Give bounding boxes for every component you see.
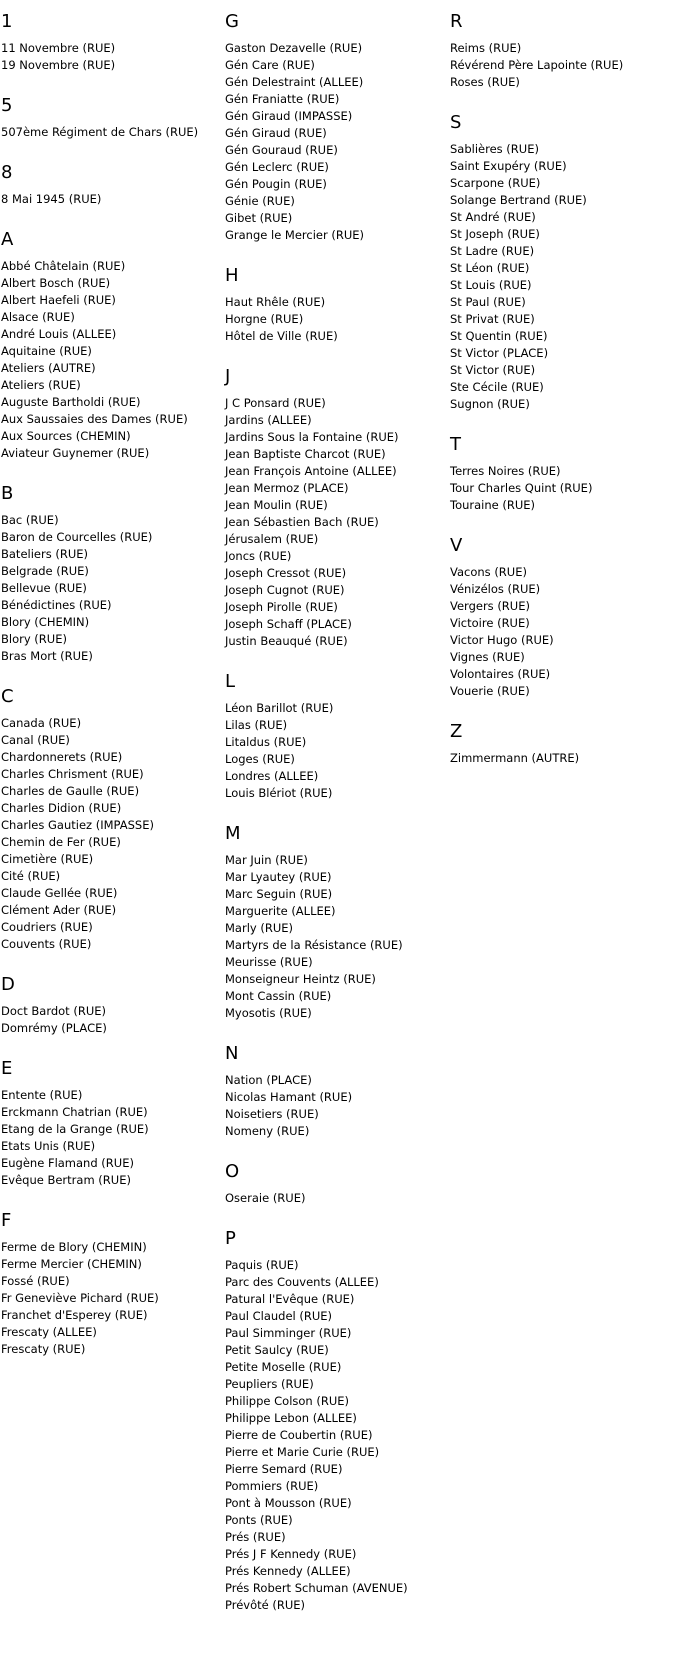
letter-section bbox=[1, 973, 221, 1037]
street-link[interactable]: Chemin de Fer (RUE) bbox=[1, 835, 121, 849]
street-link[interactable]: Philippe Colson (RUE) bbox=[225, 1394, 350, 1408]
letter-section bbox=[450, 10, 670, 91]
street-link[interactable]: Pierre Semard (RUE) bbox=[225, 1462, 343, 1476]
street-link[interactable]: Franchet d'Esperey (RUE) bbox=[1, 1308, 148, 1322]
letter-section bbox=[1, 1057, 221, 1189]
letter-section bbox=[1, 1209, 221, 1358]
street-link[interactable]: St Privat (RUE) bbox=[450, 312, 535, 326]
street-list bbox=[1, 191, 221, 208]
letter-section bbox=[1, 482, 221, 665]
street-link[interactable]: Charles Chrisment (RUE) bbox=[1, 767, 144, 781]
index-column-1 bbox=[1, 10, 221, 1378]
street-list bbox=[225, 395, 445, 650]
street-link[interactable]: Philippe Lebon (ALLEE) bbox=[225, 1411, 357, 1425]
street-link[interactable]: Pont à Mousson (RUE) bbox=[225, 1496, 352, 1510]
letter-section bbox=[450, 534, 670, 700]
street-link[interactable]: Sugnon (RUE) bbox=[450, 397, 530, 411]
section-letter-heading: A bbox=[1, 229, 14, 250]
street-link[interactable]: Erckmann Chatrian (RUE) bbox=[1, 1105, 148, 1119]
street-link[interactable]: Evêque Bertram (RUE) bbox=[1, 1173, 131, 1187]
street-link[interactable]: Aviateur Guynemer (RUE) bbox=[1, 446, 150, 460]
street-list bbox=[450, 40, 670, 91]
street-link[interactable]: Tour Charles Quint (RUE) bbox=[450, 481, 593, 495]
street-link[interactable]: Pierre et Marie Curie (RUE) bbox=[225, 1445, 380, 1459]
letter-section bbox=[1, 161, 221, 208]
street-link[interactable]: Horgne (RUE) bbox=[225, 312, 304, 326]
street-link[interactable]: Cité (RUE) bbox=[1, 869, 61, 883]
street-link[interactable]: Aquitaine (RUE) bbox=[1, 344, 92, 358]
street-link[interactable]: Mar Juin (RUE) bbox=[225, 853, 308, 867]
street-link[interactable]: Prés Kennedy (ALLEE) bbox=[225, 1564, 351, 1578]
street-link[interactable]: Belgrade (RUE) bbox=[1, 564, 89, 578]
street-link[interactable]: Ferme Mercier (CHEMIN) bbox=[1, 1257, 142, 1271]
street-link[interactable]: Aux Saussaies des Dames (RUE) bbox=[1, 412, 188, 426]
street-link[interactable]: Charles Gautiez (IMPASSE) bbox=[1, 818, 154, 832]
street-link[interactable]: Louis Blériot (RUE) bbox=[225, 786, 333, 800]
street-link[interactable]: Bac (RUE) bbox=[1, 513, 59, 527]
street-link[interactable]: Jean Sébastien Bach (RUE) bbox=[225, 515, 379, 529]
street-link[interactable]: Prévôté (RUE) bbox=[225, 1598, 306, 1612]
street-link[interactable]: Alsace (RUE) bbox=[1, 310, 75, 324]
street-link[interactable]: Lilas (RUE) bbox=[225, 718, 288, 732]
street-list bbox=[225, 40, 445, 244]
street-link[interactable]: 11 Novembre (RUE) bbox=[1, 41, 116, 55]
street-link[interactable]: Paul Claudel (RUE) bbox=[225, 1309, 333, 1323]
section-letter-heading: E bbox=[1, 1058, 13, 1079]
street-link[interactable]: Nicolas Hamant (RUE) bbox=[225, 1090, 353, 1104]
street-link[interactable]: Coudriers (RUE) bbox=[1, 920, 93, 934]
street-link[interactable]: Vergers (RUE) bbox=[450, 599, 530, 613]
street-link[interactable]: Parc des Couvents (ALLEE) bbox=[225, 1275, 379, 1289]
street-link[interactable]: Albert Bosch (RUE) bbox=[1, 276, 111, 290]
section-letter-heading: T bbox=[450, 434, 461, 455]
section-letter-heading: R bbox=[450, 11, 463, 32]
street-link[interactable]: Terres Noires (RUE) bbox=[450, 464, 561, 478]
section-letter-heading: J bbox=[225, 366, 231, 387]
street-link[interactable]: Gén Pougin (RUE) bbox=[225, 177, 327, 191]
letter-section bbox=[225, 670, 445, 802]
section-letter-heading: 1 bbox=[1, 11, 13, 32]
street-link[interactable]: Charles Didion (RUE) bbox=[1, 801, 122, 815]
street-link[interactable]: Jean François Antoine (ALLEE) bbox=[225, 464, 397, 478]
street-link[interactable]: Marly (RUE) bbox=[225, 921, 294, 935]
street-link[interactable]: Gén Franiatte (RUE) bbox=[225, 92, 340, 106]
letter-section bbox=[1, 10, 221, 74]
street-link[interactable]: Londres (ALLEE) bbox=[225, 769, 319, 783]
street-link[interactable]: Roses (RUE) bbox=[450, 75, 520, 89]
street-list bbox=[1, 1003, 221, 1037]
street-link[interactable]: Petite Moselle (RUE) bbox=[225, 1360, 342, 1374]
street-link[interactable]: Auguste Bartholdi (RUE) bbox=[1, 395, 141, 409]
street-link[interactable]: Génie (RUE) bbox=[225, 194, 295, 208]
street-link[interactable]: Joseph Cugnot (RUE) bbox=[225, 583, 345, 597]
street-link[interactable]: Meurisse (RUE) bbox=[225, 955, 313, 969]
street-link[interactable]: Nation (PLACE) bbox=[225, 1073, 312, 1087]
street-link[interactable]: Oseraie (RUE) bbox=[225, 1191, 306, 1205]
street-link[interactable]: St Léon (RUE) bbox=[450, 261, 530, 275]
street-link[interactable]: Justin Beauqué (RUE) bbox=[225, 634, 348, 648]
street-link[interactable]: St Paul (RUE) bbox=[450, 295, 526, 309]
street-link[interactable]: Noisetiers (RUE) bbox=[225, 1107, 319, 1121]
street-link[interactable]: Ste Cécile (RUE) bbox=[450, 380, 544, 394]
street-link[interactable]: Victoire (RUE) bbox=[450, 616, 530, 630]
street-link[interactable]: Frescaty (RUE) bbox=[1, 1342, 86, 1356]
letter-section bbox=[225, 1227, 445, 1614]
street-link[interactable]: Claude Gellée (RUE) bbox=[1, 886, 118, 900]
street-link[interactable]: Jean Baptiste Charcot (RUE) bbox=[225, 447, 386, 461]
street-link[interactable]: Reims (RUE) bbox=[450, 41, 522, 55]
section-letter-heading: G bbox=[225, 11, 239, 32]
section-letter-heading: 8 bbox=[1, 162, 13, 183]
street-link[interactable]: Saint Exupéry (RUE) bbox=[450, 159, 567, 173]
street-link[interactable]: Léon Barillot (RUE) bbox=[225, 701, 334, 715]
street-link[interactable]: Monseigneur Heintz (RUE) bbox=[225, 972, 376, 986]
street-link[interactable]: Entente (RUE) bbox=[1, 1088, 83, 1102]
letter-section bbox=[1, 94, 221, 141]
street-link[interactable]: Peupliers (RUE) bbox=[225, 1377, 314, 1391]
street-link[interactable]: Frescaty (ALLEE) bbox=[1, 1325, 97, 1339]
street-link[interactable]: Joseph Schaff (PLACE) bbox=[225, 617, 352, 631]
street-list bbox=[1, 258, 221, 462]
street-list bbox=[450, 463, 670, 514]
street-list bbox=[225, 1190, 445, 1207]
street-link[interactable]: Vacons (RUE) bbox=[450, 565, 527, 579]
street-link[interactable]: Ateliers (RUE) bbox=[1, 378, 81, 392]
street-link[interactable]: St Victor (RUE) bbox=[450, 363, 536, 377]
street-link[interactable]: Loges (RUE) bbox=[225, 752, 295, 766]
letter-section bbox=[225, 822, 445, 1022]
street-link[interactable]: Pierre de Coubertin (RUE) bbox=[225, 1428, 373, 1442]
street-link[interactable]: Prés J F Kennedy (RUE) bbox=[225, 1547, 357, 1561]
street-link[interactable]: 8 Mai 1945 (RUE) bbox=[1, 192, 102, 206]
street-link[interactable]: Paquis (RUE) bbox=[225, 1258, 299, 1272]
street-link[interactable]: J C Ponsard (RUE) bbox=[225, 396, 326, 410]
street-link[interactable]: Ferme de Blory (CHEMIN) bbox=[1, 1240, 147, 1254]
street-link[interactable]: Bellevue (RUE) bbox=[1, 581, 87, 595]
street-link[interactable]: Paul Simminger (RUE) bbox=[225, 1326, 352, 1340]
street-link[interactable]: Blory (CHEMIN) bbox=[1, 615, 90, 629]
street-link[interactable]: Jean Moulin (RUE) bbox=[225, 498, 328, 512]
street-link[interactable]: St Victor (PLACE) bbox=[450, 346, 549, 360]
street-link[interactable]: Litaldus (RUE) bbox=[225, 735, 307, 749]
street-link[interactable]: Blory (RUE) bbox=[1, 632, 67, 646]
street-link[interactable]: Victor Hugo (RUE) bbox=[450, 633, 554, 647]
street-link[interactable]: 19 Novembre (RUE) bbox=[1, 58, 116, 72]
street-link[interactable]: Mont Cassin (RUE) bbox=[225, 989, 332, 1003]
street-link[interactable]: Domrémy (PLACE) bbox=[1, 1021, 107, 1035]
section-letter-heading: V bbox=[450, 535, 463, 556]
section-letter-heading: P bbox=[225, 1228, 236, 1249]
street-link[interactable]: Doct Bardot (RUE) bbox=[1, 1004, 106, 1018]
street-link[interactable]: Zimmermann (AUTRE) bbox=[450, 751, 580, 765]
street-link[interactable]: Patural l'Evêque (RUE) bbox=[225, 1292, 355, 1306]
street-list bbox=[450, 750, 670, 767]
street-link[interactable]: Bras Mort (RUE) bbox=[1, 649, 93, 663]
street-link[interactable]: Marguerite (ALLEE) bbox=[225, 904, 336, 918]
street-link[interactable]: Joseph Pirolle (RUE) bbox=[225, 600, 338, 614]
street-link[interactable]: Fossé (RUE) bbox=[1, 1274, 70, 1288]
street-list bbox=[1, 1239, 221, 1358]
street-link[interactable]: Scarpone (RUE) bbox=[450, 176, 541, 190]
street-link[interactable]: Baron de Courcelles (RUE) bbox=[1, 530, 153, 544]
street-link[interactable]: André Louis (ALLEE) bbox=[1, 327, 117, 341]
street-link[interactable]: Vénizélos (RUE) bbox=[450, 582, 541, 596]
street-link[interactable]: St Quentin (RUE) bbox=[450, 329, 548, 343]
section-letter-heading: F bbox=[1, 1210, 12, 1231]
section-letter-heading: Z bbox=[450, 721, 463, 742]
street-link[interactable]: Jean Mermoz (PLACE) bbox=[225, 481, 349, 495]
street-link[interactable]: Bénédictines (RUE) bbox=[1, 598, 112, 612]
section-letter-heading: D bbox=[1, 974, 15, 995]
street-list bbox=[225, 294, 445, 345]
letter-section bbox=[450, 111, 670, 413]
street-link[interactable]: Jardins Sous la Fontaine (RUE) bbox=[225, 430, 399, 444]
street-link[interactable]: Cimetière (RUE) bbox=[1, 852, 94, 866]
street-link[interactable]: Charles de Gaulle (RUE) bbox=[1, 784, 140, 798]
street-link[interactable]: Solange Bertrand (RUE) bbox=[450, 193, 587, 207]
street-list bbox=[450, 564, 670, 700]
street-link[interactable]: Révérend Père Lapointe (RUE) bbox=[450, 58, 624, 72]
section-letter-heading: L bbox=[225, 671, 236, 692]
street-link[interactable]: Prés Robert Schuman (AVENUE) bbox=[225, 1581, 408, 1595]
letter-section bbox=[225, 10, 445, 244]
section-letter-heading: N bbox=[225, 1043, 239, 1064]
letter-section bbox=[225, 1042, 445, 1140]
street-link[interactable]: Gén Giraud (IMPASSE) bbox=[225, 109, 353, 123]
street-link[interactable]: Vouerie (RUE) bbox=[450, 684, 530, 698]
street-link[interactable]: Ateliers (AUTRE) bbox=[1, 361, 96, 375]
street-link[interactable]: Joseph Cressot (RUE) bbox=[225, 566, 347, 580]
street-link[interactable]: Touraine (RUE) bbox=[450, 498, 536, 512]
section-letter-heading: S bbox=[450, 112, 462, 133]
street-link[interactable]: Gaston Dezavelle (RUE) bbox=[225, 41, 363, 55]
street-link[interactable]: Canada (RUE) bbox=[1, 716, 82, 730]
street-link[interactable]: Bateliers (RUE) bbox=[1, 547, 89, 561]
street-link[interactable]: St André (RUE) bbox=[450, 210, 536, 224]
street-list bbox=[1, 512, 221, 665]
letter-section bbox=[225, 1160, 445, 1207]
street-link[interactable]: Jardins (ALLEE) bbox=[225, 413, 312, 427]
street-link[interactable]: Martyrs de la Résistance (RUE) bbox=[225, 938, 403, 952]
street-link[interactable]: Pommiers (RUE) bbox=[225, 1479, 319, 1493]
letter-section bbox=[1, 685, 221, 953]
street-link[interactable]: Chardonnerets (RUE) bbox=[1, 750, 123, 764]
street-link[interactable]: Vignes (RUE) bbox=[450, 650, 525, 664]
street-link[interactable]: Etats Unis (RUE) bbox=[1, 1139, 96, 1153]
street-list bbox=[1, 715, 221, 953]
street-link[interactable]: Clément Ader (RUE) bbox=[1, 903, 117, 917]
street-link[interactable]: Nomeny (RUE) bbox=[225, 1124, 310, 1138]
street-list bbox=[1, 1087, 221, 1189]
street-link[interactable]: Etang de la Grange (RUE) bbox=[1, 1122, 149, 1136]
street-link[interactable]: Gibet (RUE) bbox=[225, 211, 293, 225]
street-link[interactable]: Joncs (RUE) bbox=[225, 549, 292, 563]
street-link[interactable]: Ponts (RUE) bbox=[225, 1513, 293, 1527]
street-link[interactable]: Petit Saulcy (RUE) bbox=[225, 1343, 329, 1357]
street-link[interactable]: Marc Seguin (RUE) bbox=[225, 887, 333, 901]
street-link[interactable]: Grange le Mercier (RUE) bbox=[225, 228, 365, 242]
street-link[interactable]: Prés (RUE) bbox=[225, 1530, 286, 1544]
street-link[interactable]: Mar Lyautey (RUE) bbox=[225, 870, 332, 884]
street-link[interactable]: Volontaires (RUE) bbox=[450, 667, 551, 681]
letter-section bbox=[225, 264, 445, 345]
street-link[interactable]: 507ème Régiment de Chars (RUE) bbox=[1, 125, 199, 139]
section-letter-heading: 5 bbox=[1, 95, 13, 116]
street-link[interactable]: Abbé Châtelain (RUE) bbox=[1, 259, 126, 273]
street-link[interactable]: Gén Care (RUE) bbox=[225, 58, 315, 72]
street-link[interactable]: Myosotis (RUE) bbox=[225, 1006, 312, 1020]
street-list bbox=[225, 1072, 445, 1140]
street-link[interactable]: Eugène Flamand (RUE) bbox=[1, 1156, 134, 1170]
letter-section bbox=[1, 228, 221, 462]
section-letter-heading: B bbox=[1, 483, 14, 504]
street-list bbox=[450, 141, 670, 413]
street-link[interactable]: St Joseph (RUE) bbox=[450, 227, 540, 241]
street-link[interactable]: Gén Leclerc (RUE) bbox=[225, 160, 329, 174]
letter-section bbox=[225, 365, 445, 650]
street-list bbox=[225, 700, 445, 802]
street-link[interactable]: Fr Geneviève Pichard (RUE) bbox=[1, 1291, 159, 1305]
street-link[interactable]: Hôtel de Ville (RUE) bbox=[225, 329, 338, 343]
section-letter-heading: C bbox=[1, 686, 14, 707]
street-list bbox=[225, 1257, 445, 1614]
street-link[interactable]: Gén Giraud (RUE) bbox=[225, 126, 327, 140]
street-link[interactable]: Couvents (RUE) bbox=[1, 937, 92, 951]
street-link[interactable]: Jérusalem (RUE) bbox=[225, 532, 319, 546]
street-link[interactable]: Canal (RUE) bbox=[1, 733, 70, 747]
street-link[interactable]: Aux Sources (CHEMIN) bbox=[1, 429, 131, 443]
section-letter-heading: O bbox=[225, 1161, 240, 1182]
street-list bbox=[1, 40, 221, 74]
street-list bbox=[1, 124, 221, 141]
section-letter-heading: M bbox=[225, 823, 241, 844]
letter-section bbox=[450, 720, 670, 767]
street-list bbox=[225, 852, 445, 1022]
street-link[interactable]: Sablières (RUE) bbox=[450, 142, 539, 156]
street-link[interactable]: Gén Delestraint (ALLEE) bbox=[225, 75, 364, 89]
index-column-2 bbox=[225, 10, 445, 1634]
street-link[interactable]: St Louis (RUE) bbox=[450, 278, 532, 292]
index-column-3 bbox=[450, 10, 670, 787]
section-letter-heading: H bbox=[225, 265, 239, 286]
street-link[interactable]: Haut Rhêle (RUE) bbox=[225, 295, 326, 309]
letter-section bbox=[450, 433, 670, 514]
street-link[interactable]: Gén Gouraud (RUE) bbox=[225, 143, 338, 157]
street-link[interactable]: St Ladre (RUE) bbox=[450, 244, 535, 258]
street-link[interactable]: Albert Haefeli (RUE) bbox=[1, 293, 116, 307]
